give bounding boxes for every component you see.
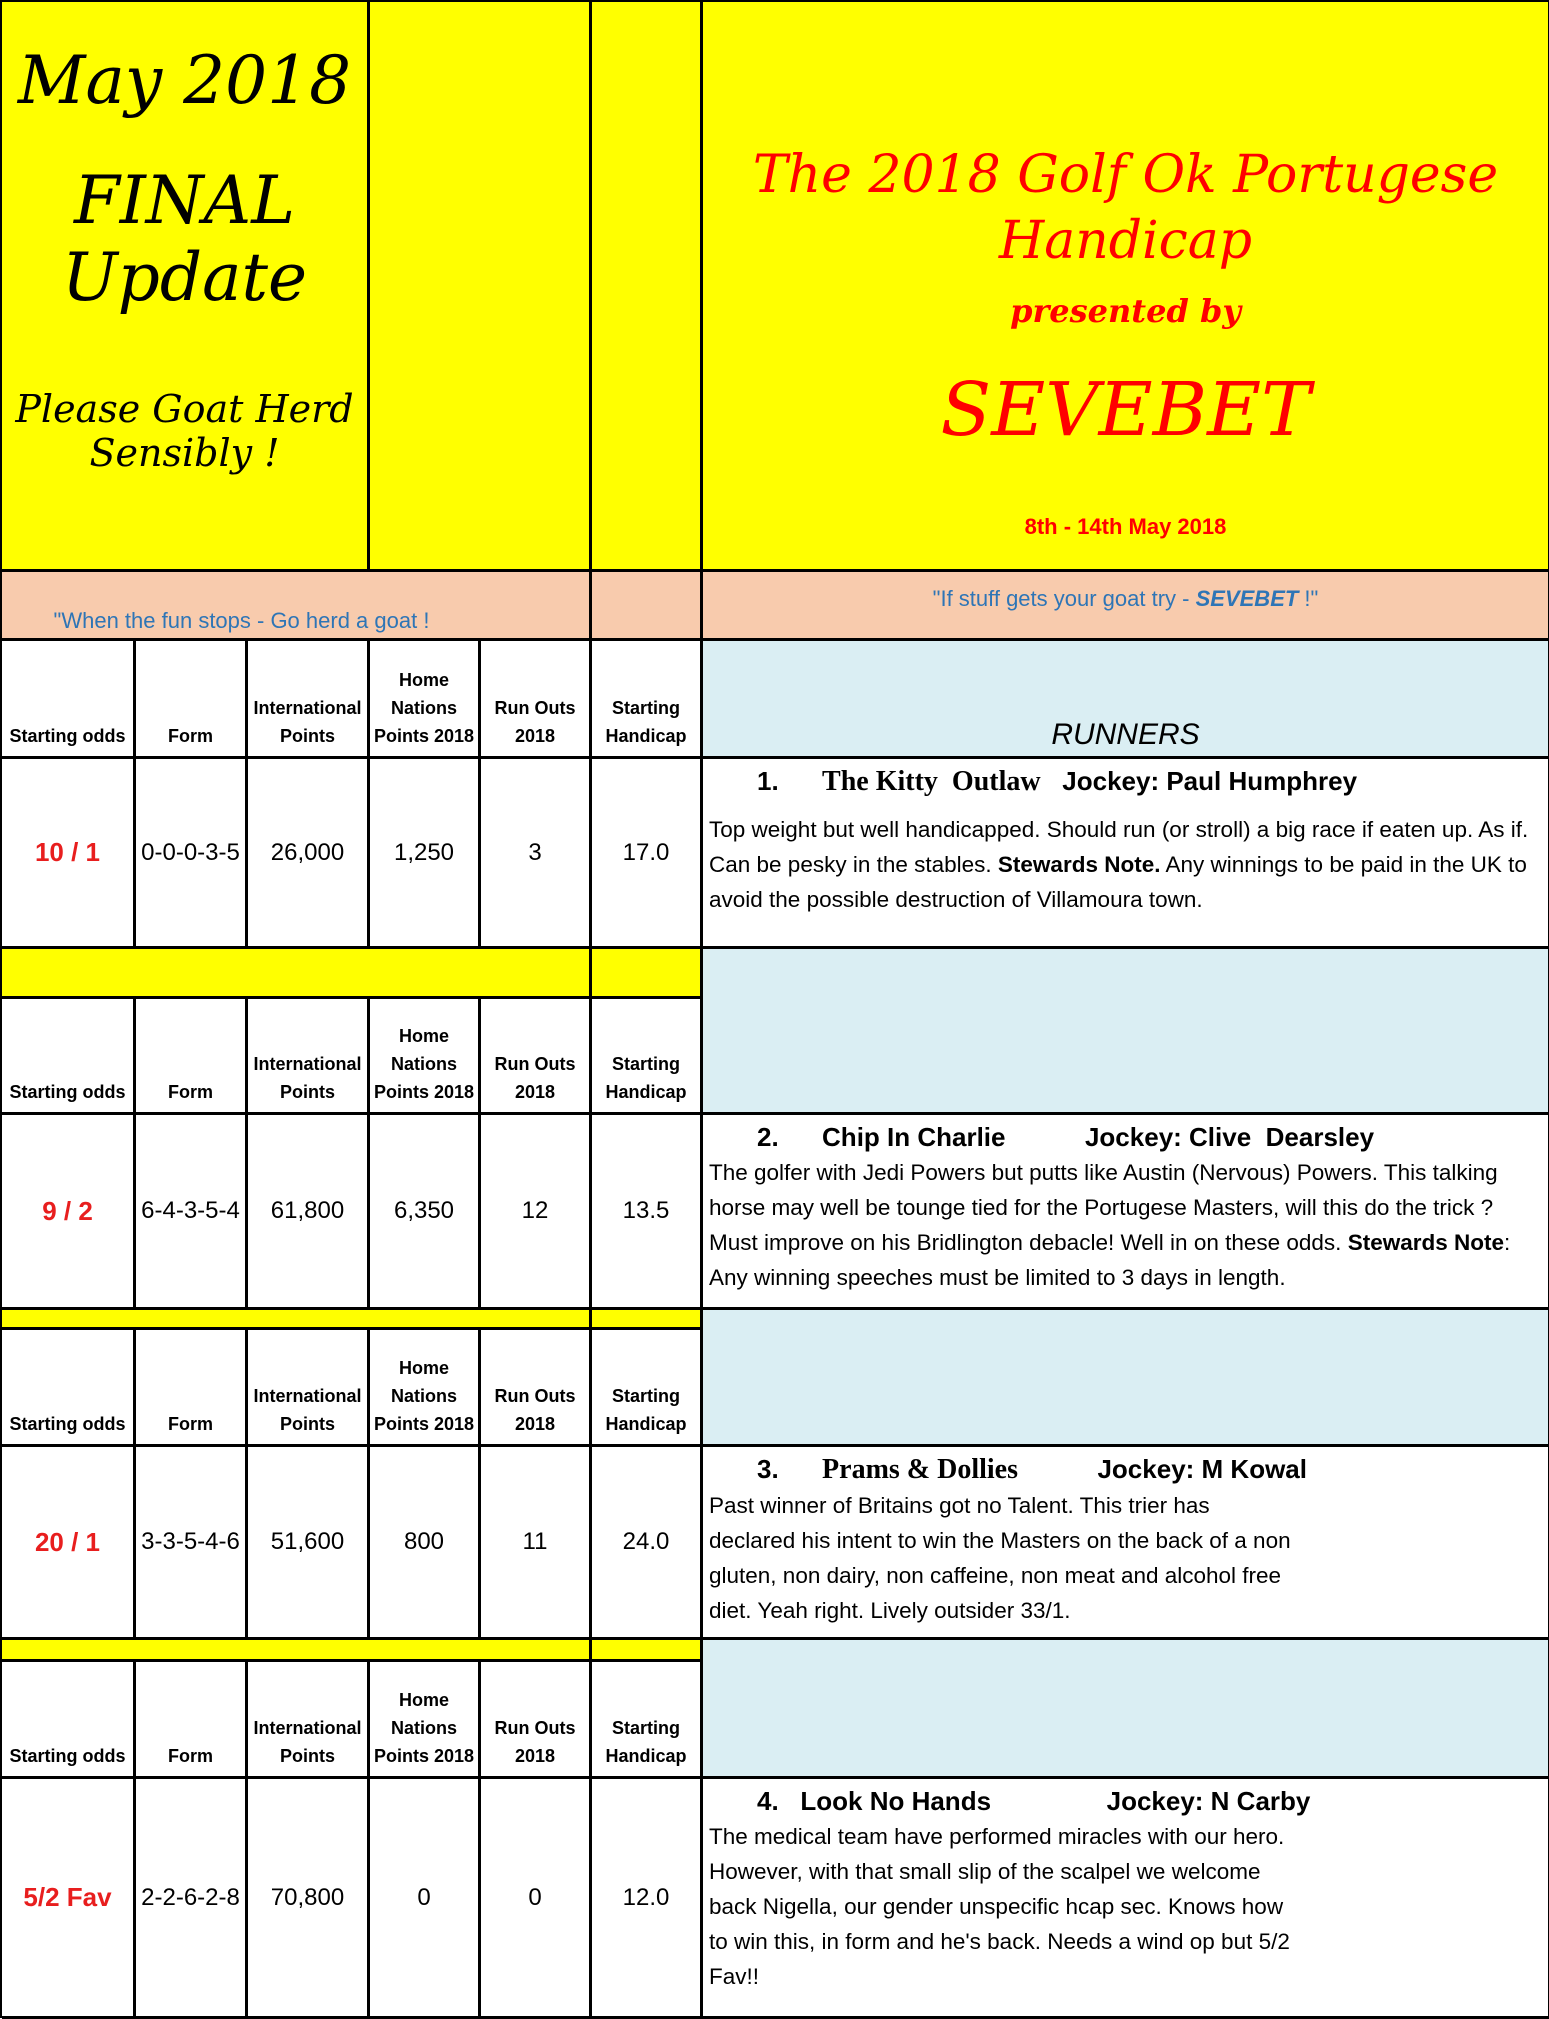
column-header-handicap: Starting Handicap: [592, 641, 703, 759]
runner-text: Top weight but well handicapped. Should run (or stroll) a big race if eaten up. As if. Can be pesky in the stables.: [709, 817, 1529, 877]
runners-heading: RUNNERS: [703, 641, 1549, 759]
separator-cell: [592, 949, 703, 999]
presented-by: presented by: [1010, 292, 1241, 330]
column-header-home: Home Nations Points 2018: [370, 999, 481, 1115]
runner-number: 4.: [757, 1786, 779, 1816]
separator-row: [2, 949, 481, 999]
slogan-right-cell: [703, 572, 1549, 641]
separator-row: [2, 1640, 481, 1662]
column-header-odds: Starting odds: [2, 1330, 136, 1447]
runner-title: [709, 1447, 1542, 1488]
slogan-left-cell: [2, 572, 481, 641]
runner-title: [709, 1115, 1542, 1155]
runner-home: 800: [370, 1447, 481, 1640]
slogan-left: "When the fun stops - Go herd a goat !: [53, 608, 430, 633]
sponsor-name: SEVEBET: [940, 367, 1311, 453]
slogan-right: [933, 586, 1319, 612]
runner-name: Prams & Dollies: [822, 1454, 1018, 1485]
runner-handicap: 12.0: [592, 1779, 703, 2019]
column-header-runouts: Run Outs 2018: [481, 1330, 592, 1447]
column-header-runouts: Run Outs 2018: [481, 641, 592, 759]
runner-name: The Kitty Outlaw: [822, 766, 1041, 797]
column-header-odds: Starting odds: [2, 999, 136, 1115]
event-title: The 2018 Golf Ok Portugese Handicap: [752, 145, 1499, 271]
column-header-odds: Starting odds: [2, 1662, 136, 1779]
runner-notes: [709, 812, 1542, 917]
slogan-brand: SEVEBET: [1195, 586, 1299, 611]
separator-row: [2, 1310, 481, 1330]
runner-runouts: 0: [481, 1779, 592, 2019]
slogan-right-end: !": [1298, 586, 1319, 611]
separator-cell: [481, 1310, 592, 1330]
runner-description-cell: [703, 1447, 1549, 1640]
spacer-cell: [592, 572, 703, 641]
runner-blank-cell: [703, 1640, 1549, 1779]
runner-title: [709, 1779, 1542, 1819]
runner-jockey: Jockey: N Carby: [1106, 1786, 1311, 1816]
separator-cell: [481, 1640, 592, 1662]
runner-blank-cell: [703, 1310, 1549, 1447]
runner-notes: [709, 1488, 1299, 1628]
column-header-runouts: Run Outs 2018: [481, 1662, 592, 1779]
runner-title: [709, 759, 1542, 800]
runner-jockey: Jockey: Clive Dearsley: [1084, 1122, 1375, 1152]
column-header-form: Form: [136, 1330, 248, 1447]
column-header-handicap: Starting Handicap: [592, 999, 703, 1115]
left-title-cell: [2, 2, 370, 572]
runner-intl: 61,800: [248, 1115, 370, 1310]
column-header-handicap: Starting Handicap: [592, 1330, 703, 1447]
column-header-odds: Starting odds: [2, 641, 136, 759]
separator-cell: [592, 1310, 703, 1330]
runner-odds: 9 / 2: [2, 1115, 136, 1310]
title-month: May 2018: [17, 42, 352, 119]
runner-text-continued: : Any winning speeches must be limited to 3 days in length.: [709, 1230, 1511, 1290]
runner-blank-cell: [703, 949, 1549, 1115]
separator-cell: [481, 949, 592, 999]
separator-cell: [592, 1640, 703, 1662]
runner-form: 6-4-3-5-4: [136, 1115, 248, 1310]
stewards-note-label: Stewards Note: [1347, 1230, 1504, 1255]
runner-handicap: 17.0: [592, 759, 703, 949]
runner-name: Look No Hands: [800, 1786, 992, 1816]
runner-form: 3-3-5-4-6: [136, 1447, 248, 1640]
spacer-cell: [481, 2, 592, 572]
spacer-cell: [592, 2, 703, 572]
runner-runouts: 3: [481, 759, 592, 949]
runner-odds: 20 / 1: [2, 1447, 136, 1640]
runner-text-continued: Any winnings to be paid in the UK to avoid the possible destruction of Villamoura town.: [709, 852, 1527, 912]
runner-number: 1.: [757, 766, 779, 796]
column-header-form: Form: [136, 1662, 248, 1779]
runner-jockey: Jockey: Paul Humphrey: [1062, 766, 1358, 796]
runner-notes: [709, 1155, 1542, 1295]
runner-home: 1,250: [370, 759, 481, 949]
column-header-intl: International Points: [248, 1330, 370, 1447]
runner-intl: 51,600: [248, 1447, 370, 1640]
runner-name: Chip In Charlie: [822, 1122, 1006, 1152]
column-header-form: Form: [136, 999, 248, 1115]
runner-description-cell: [703, 759, 1549, 949]
runner-home: 6,350: [370, 1115, 481, 1310]
title-tagline: Please Goat Herd Sensibly !: [15, 387, 354, 475]
runner-home: 0: [370, 1779, 481, 2019]
runner-description-cell: [703, 1779, 1549, 2019]
runner-number: 3.: [757, 1454, 779, 1484]
runner-text: The medical team have performed miracles with our hero. However, with that small slip of the scalpel we welcome back Nigella, our gender unspecific hcap sec. Knows how to win this, in form and he's back. Needs a wind op but 5/2 Fav!!: [709, 1824, 1290, 1989]
column-header-intl: International Points: [248, 641, 370, 759]
column-header-form: Form: [136, 641, 248, 759]
event-dates: 8th - 14th May 2018: [1024, 514, 1227, 539]
spacer-cell: [481, 572, 592, 641]
stewards-note-label: Stewards Note.: [997, 852, 1161, 877]
runner-odds: 10 / 1: [2, 759, 136, 949]
slogan-right-text: "If stuff gets your goat try -: [932, 586, 1196, 611]
runner-description-cell: [703, 1115, 1549, 1310]
column-header-intl: International Points: [248, 1662, 370, 1779]
runner-jockey: Jockey: M Kowal: [1097, 1454, 1307, 1484]
runner-intl: 70,800: [248, 1779, 370, 2019]
runner-intl: 26,000: [248, 759, 370, 949]
runner-form: 2-2-6-2-8: [136, 1779, 248, 2019]
column-header-home: Home Nations Points 2018: [370, 1330, 481, 1447]
runner-form: 0-0-0-3-5: [136, 759, 248, 949]
column-header-intl: International Points: [248, 999, 370, 1115]
runner-runouts: 11: [481, 1447, 592, 1640]
runner-odds: 5/2 Fav: [2, 1779, 136, 2019]
runner-handicap: 24.0: [592, 1447, 703, 1640]
column-header-home: Home Nations Points 2018: [370, 641, 481, 759]
runner-handicap: 13.5: [592, 1115, 703, 1310]
runner-text: Past winner of Britains got no Talent. This trier has declared his intent to win the Masters on the back of a non gluten, non dairy, non caffeine, non meat and alcohol free diet. Yeah right. Lively outsider 33/1.: [709, 1493, 1291, 1623]
spacer-cell: [370, 2, 481, 572]
column-header-home: Home Nations Points 2018: [370, 1662, 481, 1779]
runner-text: The golfer with Jedi Powers but putts like Austin (Nervous) Powers. This talking horse may well be tounge tied for the Portugese Masters, will this do the trick ? Must improve on his Bridlington debacle! Well in on these odds.: [709, 1160, 1498, 1255]
title-final-update: FINAL Update: [61, 162, 308, 316]
runner-number: 2.: [757, 1122, 779, 1152]
column-header-runouts: Run Outs 2018: [481, 999, 592, 1115]
column-header-handicap: Starting Handicap: [592, 1662, 703, 1779]
right-title-cell: [703, 2, 1549, 572]
runner-runouts: 12: [481, 1115, 592, 1310]
runner-notes: [709, 1819, 1299, 1994]
